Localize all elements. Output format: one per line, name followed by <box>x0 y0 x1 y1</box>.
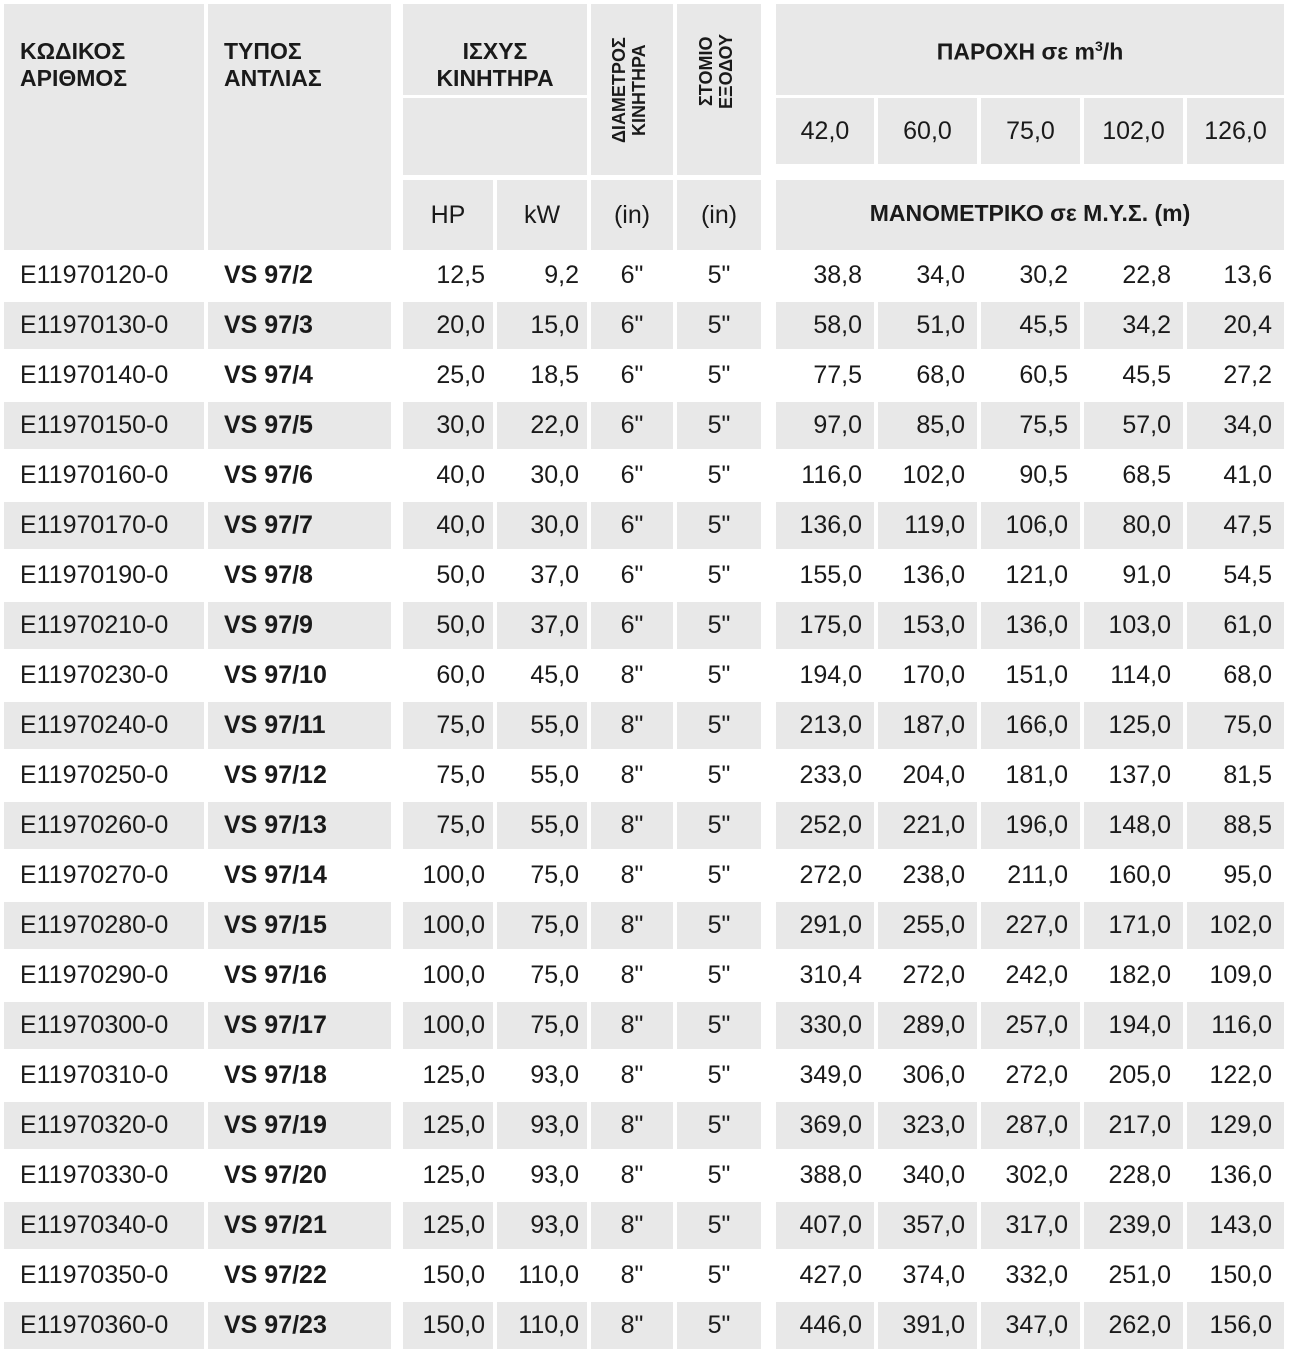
head-cell: 34,0 <box>1187 402 1284 449</box>
header-power-gap <box>403 98 587 175</box>
head-cell: 54,5 <box>1223 561 1272 589</box>
kw-cell: 110,0 <box>518 1261 579 1289</box>
kw-cell: 37,0 <box>497 602 587 649</box>
head-cell: 306,0 <box>902 1061 965 1089</box>
head-cell: 187,0 <box>878 702 977 749</box>
head-cell: 182,0 <box>1108 961 1171 989</box>
header-type <box>208 4 391 250</box>
outlet-cell: 5" <box>707 561 731 589</box>
kw-cell: 45,0 <box>530 661 579 689</box>
head-cell: 91,0 <box>1122 561 1171 589</box>
head-cell: 391,0 <box>878 1302 977 1349</box>
head-cell: 310,4 <box>799 961 862 989</box>
hp-cell: 100,0 <box>403 902 493 949</box>
head-cell: 20,4 <box>1187 302 1284 349</box>
head-cell: 160,0 <box>1108 861 1171 889</box>
diameter-cell: 8" <box>620 861 644 889</box>
head-cell: 60,5 <box>1019 361 1068 389</box>
outlet-cell: 5" <box>677 602 761 649</box>
head-cell: 213,0 <box>776 702 874 749</box>
diameter-cell: 8" <box>591 802 673 849</box>
diameter-cell: 6" <box>591 302 673 349</box>
header-hp <box>403 180 493 250</box>
head-cell: 85,0 <box>878 402 977 449</box>
header-head-label: ΜΑΝΟΜΕΤΡΙΚΟ σε Μ.Υ.Σ. (m) <box>869 200 1191 226</box>
head-cell: 122,0 <box>1209 1061 1272 1089</box>
type-cell: VS 97/21 <box>208 1202 391 1249</box>
type-cell: VS 97/9 <box>208 602 391 649</box>
head-cell: 205,0 <box>1108 1061 1171 1089</box>
diameter-cell: 6" <box>620 361 644 389</box>
head-cell: 150,0 <box>1209 1261 1272 1289</box>
hp-cell: 125,0 <box>403 1102 493 1149</box>
outlet-cell: 5" <box>677 402 761 449</box>
code-cell: E11970340-0 <box>4 1202 204 1249</box>
code-cell: E11970310-0 <box>20 1061 169 1089</box>
head-cell: 116,0 <box>1187 1002 1284 1049</box>
kw-cell: 75,0 <box>530 861 579 889</box>
head-cell: 27,2 <box>1223 361 1272 389</box>
hp-cell: 50,0 <box>403 602 493 649</box>
head-cell: 407,0 <box>776 1202 874 1249</box>
head-cell: 166,0 <box>981 702 1080 749</box>
head-cell: 156,0 <box>1187 1302 1284 1349</box>
hp-cell: 12,5 <box>436 261 485 289</box>
head-cell: 41,0 <box>1223 461 1272 489</box>
type-cell: VS 97/19 <box>208 1102 391 1149</box>
head-cell: 211,0 <box>1007 861 1068 889</box>
header-diameter-label: ΔΙΑΜΕΤΡΟΣ ΚΙΝΗΤΗΡΑ <box>609 36 649 143</box>
header-diameter <box>591 4 673 175</box>
code-cell: E11970130-0 <box>4 302 204 349</box>
diameter-cell: 8" <box>591 702 673 749</box>
head-cell: 427,0 <box>799 1261 862 1289</box>
kw-cell: 93,0 <box>497 1202 587 1249</box>
diameter-cell: 6" <box>620 461 644 489</box>
kw-cell: 93,0 <box>497 1102 587 1149</box>
code-cell: E11970360-0 <box>4 1302 204 1349</box>
outlet-cell: 5" <box>677 1302 761 1349</box>
kw-cell: 75,0 <box>530 961 579 989</box>
head-cell: 129,0 <box>1187 1102 1284 1149</box>
head-cell: 81,5 <box>1223 761 1272 789</box>
head-cell: 61,0 <box>1187 602 1284 649</box>
head-cell: 34,2 <box>1084 302 1183 349</box>
head-cell: 369,0 <box>776 1102 874 1149</box>
head-cell: 255,0 <box>878 902 977 949</box>
head-cell: 194,0 <box>799 661 862 689</box>
head-cell: 272,0 <box>902 961 965 989</box>
kw-cell: 75,0 <box>497 902 587 949</box>
outlet-cell: 5" <box>677 902 761 949</box>
diameter-cell: 8" <box>591 1002 673 1049</box>
head-cell: 332,0 <box>1005 1261 1068 1289</box>
head-cell: 262,0 <box>1084 1302 1183 1349</box>
head-cell: 317,0 <box>981 1202 1080 1249</box>
diameter-cell: 8" <box>591 1202 673 1249</box>
outlet-cell: 5" <box>677 302 761 349</box>
outlet-cell: 5" <box>677 502 761 549</box>
diameter-cell: 8" <box>620 1161 644 1189</box>
hp-cell: 150,0 <box>403 1302 493 1349</box>
code-cell: E11970290-0 <box>20 961 169 989</box>
code-cell: E11970120-0 <box>20 261 169 289</box>
type-cell: VS 97/10 <box>224 661 327 689</box>
head-cell: 170,0 <box>902 661 965 689</box>
diameter-cell: 8" <box>591 902 673 949</box>
head-cell: 136,0 <box>902 561 965 589</box>
diameter-cell: 8" <box>620 661 644 689</box>
hp-cell: 50,0 <box>436 561 485 589</box>
hp-cell: 40,0 <box>436 461 485 489</box>
type-cell: VS 97/15 <box>208 902 391 949</box>
head-cell: 13,6 <box>1223 261 1272 289</box>
code-cell: E11970140-0 <box>20 361 169 389</box>
diameter-cell: 8" <box>620 961 644 989</box>
diameter-cell: 6" <box>591 602 673 649</box>
head-cell: 38,8 <box>813 261 862 289</box>
hp-cell: 25,0 <box>436 361 485 389</box>
code-cell: E11970190-0 <box>20 561 169 589</box>
type-cell: VS 97/14 <box>224 861 327 889</box>
head-cell: 102,0 <box>902 461 965 489</box>
head-cell: 374,0 <box>902 1261 965 1289</box>
kw-cell: 55,0 <box>497 802 587 849</box>
type-cell: VS 97/12 <box>224 761 327 789</box>
code-cell: E11970350-0 <box>20 1261 169 1289</box>
head-cell: 388,0 <box>799 1161 862 1189</box>
hp-cell: 125,0 <box>422 1061 485 1089</box>
head-cell: 116,0 <box>801 461 862 489</box>
head-cell: 221,0 <box>878 802 977 849</box>
outlet-cell: 5" <box>677 1002 761 1049</box>
flow-value-cell: 126,0 <box>1187 98 1284 164</box>
head-cell: 77,5 <box>813 361 862 389</box>
head-cell: 109,0 <box>1209 961 1272 989</box>
diameter-cell: 8" <box>591 1302 673 1349</box>
kw-cell: 37,0 <box>530 561 579 589</box>
head-cell: 287,0 <box>981 1102 1080 1149</box>
head-cell: 252,0 <box>776 802 874 849</box>
hp-cell: 30,0 <box>403 402 493 449</box>
code-cell: E11970260-0 <box>4 802 204 849</box>
header-outlet-label: ΣΤΟΜΙΟ ΕΞΟΔΟΥ <box>696 33 736 110</box>
code-cell: E11970210-0 <box>4 602 204 649</box>
type-cell: VS 97/4 <box>224 361 313 389</box>
head-cell: 34,0 <box>916 261 965 289</box>
hp-cell: 100,0 <box>422 961 485 989</box>
kw-cell: 75,0 <box>497 1002 587 1049</box>
head-cell: 75,5 <box>981 402 1080 449</box>
hp-cell: 125,0 <box>403 1202 493 1249</box>
type-cell: VS 97/2 <box>224 261 313 289</box>
header-kw <box>497 180 587 250</box>
code-cell: E11970240-0 <box>4 702 204 749</box>
head-cell: 153,0 <box>878 602 977 649</box>
hp-cell: 60,0 <box>436 661 485 689</box>
kw-cell: 55,0 <box>530 761 579 789</box>
head-cell: 121,0 <box>1005 561 1068 589</box>
outlet-cell: 5" <box>707 861 731 889</box>
hp-cell: 150,0 <box>422 1261 485 1289</box>
header-kw-label: kW <box>523 200 561 229</box>
code-cell: E11970280-0 <box>4 902 204 949</box>
header-flow-label: ΠΑΡΟΧΗ σε $m^3/h$ <box>936 38 1124 65</box>
flow-value-cell: 102,0 <box>1084 98 1183 164</box>
outlet-cell: 5" <box>707 461 731 489</box>
head-cell: 228,0 <box>1108 1161 1171 1189</box>
head-cell: 155,0 <box>799 561 862 589</box>
head-cell: 137,0 <box>1108 761 1171 789</box>
head-cell: 95,0 <box>1223 861 1272 889</box>
head-cell: 446,0 <box>776 1302 874 1349</box>
type-cell: VS 97/22 <box>224 1261 327 1289</box>
flow-value-cell: 60,0 <box>878 98 977 164</box>
head-cell: 102,0 <box>1187 902 1284 949</box>
kw-cell: 9,2 <box>544 261 579 289</box>
head-cell: 136,0 <box>1209 1161 1272 1189</box>
diameter-cell: 8" <box>620 761 644 789</box>
head-cell: 68,5 <box>1122 461 1171 489</box>
head-cell: 347,0 <box>981 1302 1080 1349</box>
head-cell: 114,0 <box>1110 661 1171 689</box>
hp-cell: 125,0 <box>422 1161 485 1189</box>
kw-cell: 93,0 <box>530 1061 579 1089</box>
head-cell: 272,0 <box>799 861 862 889</box>
outlet-cell: 5" <box>707 961 731 989</box>
kw-cell: 110,0 <box>497 1302 587 1349</box>
code-cell: E11970150-0 <box>4 402 204 449</box>
kw-cell: 93,0 <box>530 1161 579 1189</box>
type-cell: VS 97/6 <box>224 461 313 489</box>
head-cell: 30,2 <box>1019 261 1068 289</box>
code-cell: E11970250-0 <box>20 761 169 789</box>
diameter-cell: 8" <box>591 1102 673 1149</box>
type-cell: VS 97/13 <box>208 802 391 849</box>
outlet-cell: 5" <box>677 1102 761 1149</box>
diameter-cell: 6" <box>620 561 644 589</box>
header-outlet-unit <box>677 180 761 250</box>
head-cell: 257,0 <box>981 1002 1080 1049</box>
head-cell: 272,0 <box>1005 1061 1068 1089</box>
kw-cell: 15,0 <box>497 302 587 349</box>
code-cell: E11970160-0 <box>20 461 169 489</box>
code-cell: E11970320-0 <box>4 1102 204 1149</box>
head-cell: 340,0 <box>902 1161 965 1189</box>
code-cell: E11970230-0 <box>20 661 169 689</box>
head-cell: 80,0 <box>1084 502 1183 549</box>
flow-value-cell: 42,0 <box>776 98 874 164</box>
head-cell: 58,0 <box>776 302 874 349</box>
header-diameter-unit <box>591 180 673 250</box>
head-cell: 330,0 <box>776 1002 874 1049</box>
head-cell: 136,0 <box>981 602 1080 649</box>
outlet-cell: 5" <box>707 1061 731 1089</box>
header-head <box>776 180 1284 250</box>
head-cell: 302,0 <box>1005 1161 1068 1189</box>
type-cell: VS 97/7 <box>208 502 391 549</box>
head-cell: 242,0 <box>1005 961 1068 989</box>
hp-cell: 100,0 <box>422 861 485 889</box>
outlet-cell: 5" <box>707 1161 731 1189</box>
type-cell: VS 97/23 <box>208 1302 391 1349</box>
code-cell: E11970300-0 <box>4 1002 204 1049</box>
head-cell: 68,0 <box>916 361 965 389</box>
hp-cell: 100,0 <box>403 1002 493 1049</box>
head-cell: 90,5 <box>1019 461 1068 489</box>
code-cell: E11970330-0 <box>20 1161 169 1189</box>
head-cell: 151,0 <box>1005 661 1068 689</box>
type-cell: VS 97/5 <box>208 402 391 449</box>
header-hp-label: HP <box>430 200 466 229</box>
head-cell: 103,0 <box>1084 602 1183 649</box>
head-cell: 238,0 <box>902 861 965 889</box>
head-cell: 45,5 <box>1122 361 1171 389</box>
head-cell: 88,5 <box>1187 802 1284 849</box>
hp-cell: 75,0 <box>436 761 485 789</box>
code-cell: E11970270-0 <box>20 861 169 889</box>
head-cell: 349,0 <box>799 1061 862 1089</box>
kw-cell: 30,0 <box>530 461 579 489</box>
head-cell: 57,0 <box>1084 402 1183 449</box>
code-cell: E11970170-0 <box>4 502 204 549</box>
outlet-cell: 5" <box>707 361 731 389</box>
head-cell: 97,0 <box>776 402 874 449</box>
outlet-cell: 5" <box>677 702 761 749</box>
diameter-cell: 8" <box>620 1061 644 1089</box>
header-outlet-unit-label: (in) <box>700 200 738 229</box>
kw-cell: 30,0 <box>497 502 587 549</box>
header-type-label: ΤΥΠΟΣ ΑΝΤΛΙΑΣ <box>224 38 322 91</box>
header-power <box>403 4 587 95</box>
head-cell: 51,0 <box>878 302 977 349</box>
head-cell: 22,8 <box>1122 261 1171 289</box>
type-cell: VS 97/8 <box>224 561 313 589</box>
head-cell: 357,0 <box>878 1202 977 1249</box>
outlet-cell: 5" <box>677 802 761 849</box>
outlet-cell: 5" <box>677 1202 761 1249</box>
diameter-cell: 6" <box>591 402 673 449</box>
head-cell: 143,0 <box>1187 1202 1284 1249</box>
flow-value-cell: 75,0 <box>981 98 1080 164</box>
head-cell: 217,0 <box>1084 1102 1183 1149</box>
head-cell: 125,0 <box>1084 702 1183 749</box>
head-cell: 148,0 <box>1084 802 1183 849</box>
hp-cell: 75,0 <box>403 702 493 749</box>
head-cell: 175,0 <box>776 602 874 649</box>
header-code <box>4 4 204 250</box>
head-cell: 233,0 <box>799 761 862 789</box>
head-cell: 171,0 <box>1084 902 1183 949</box>
diameter-cell: 6" <box>591 502 673 549</box>
type-cell: VS 97/11 <box>208 702 391 749</box>
head-cell: 68,0 <box>1223 661 1272 689</box>
diameter-cell: 8" <box>620 1261 644 1289</box>
header-diameter-unit-label: (in) <box>613 200 651 229</box>
kw-cell: 55,0 <box>497 702 587 749</box>
hp-cell: 20,0 <box>403 302 493 349</box>
head-cell: 119,0 <box>878 502 977 549</box>
head-cell: 227,0 <box>981 902 1080 949</box>
head-cell: 204,0 <box>902 761 965 789</box>
type-cell: VS 97/3 <box>208 302 391 349</box>
outlet-cell: 5" <box>707 761 731 789</box>
outlet-cell: 5" <box>707 261 731 289</box>
type-cell: VS 97/16 <box>224 961 327 989</box>
kw-cell: 22,0 <box>497 402 587 449</box>
kw-cell: 18,5 <box>530 361 579 389</box>
head-cell: 251,0 <box>1108 1261 1171 1289</box>
header-outlet <box>677 4 761 175</box>
head-cell: 45,5 <box>981 302 1080 349</box>
type-cell: VS 97/20 <box>224 1161 327 1189</box>
head-cell: 289,0 <box>878 1002 977 1049</box>
head-cell: 291,0 <box>776 902 874 949</box>
outlet-cell: 5" <box>707 1261 731 1289</box>
header-power-label: ΙΣΧΥΣ ΚΙΝΗΤΗΡΑ <box>436 38 554 91</box>
head-cell: 106,0 <box>981 502 1080 549</box>
head-cell: 136,0 <box>776 502 874 549</box>
type-cell: VS 97/18 <box>224 1061 327 1089</box>
header-flow <box>776 4 1284 95</box>
head-cell: 239,0 <box>1084 1202 1183 1249</box>
header-code-label: ΚΩΔΙΚΟΣ ΑΡΙΘΜΟΣ <box>20 38 128 91</box>
head-cell: 323,0 <box>878 1102 977 1149</box>
outlet-cell: 5" <box>707 661 731 689</box>
diameter-cell: 6" <box>620 261 644 289</box>
hp-cell: 75,0 <box>403 802 493 849</box>
head-cell: 47,5 <box>1187 502 1284 549</box>
type-cell: VS 97/17 <box>208 1002 391 1049</box>
hp-cell: 40,0 <box>403 502 493 549</box>
head-cell: 196,0 <box>981 802 1080 849</box>
head-cell: 75,0 <box>1187 702 1284 749</box>
head-cell: 181,0 <box>1005 761 1068 789</box>
head-cell: 194,0 <box>1084 1002 1183 1049</box>
